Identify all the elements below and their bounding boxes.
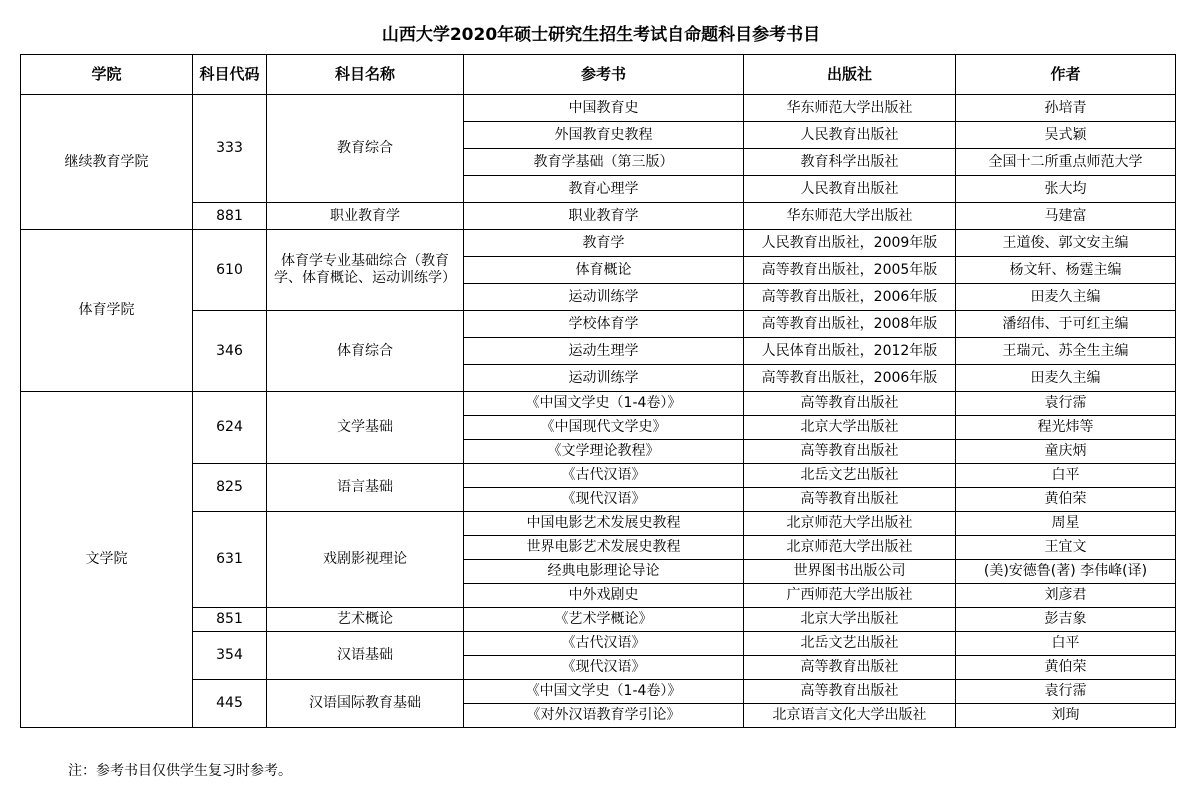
subject-code: 624 (193, 392, 267, 464)
table-row (21, 464, 1176, 488)
book-author: 袁行霈 (956, 680, 1176, 704)
book-title: 学校体育学 (464, 311, 744, 338)
table-body (21, 95, 1176, 728)
subject-name: 艺术概论 (267, 608, 464, 632)
header-code: 科目代码 (193, 55, 267, 95)
book-title: 《对外汉语教育学引论》 (464, 704, 744, 728)
book-publisher: 北京师范大学出版社 (744, 512, 956, 536)
book-publisher: 北岳文艺出版社 (744, 632, 956, 656)
book-author: 白平 (956, 632, 1176, 656)
table-row (21, 203, 1176, 230)
subject-name: 文学基础 (267, 392, 464, 464)
book-author: 黄伯荣 (956, 488, 1176, 512)
subject-code: 354 (193, 632, 267, 680)
book-author: 潘绍伟、于可红主编 (956, 311, 1176, 338)
book-publisher: 人民教育出版社，2009年版 (744, 230, 956, 257)
book-publisher: 教育科学出版社 (744, 149, 956, 176)
book-author: 田麦久主编 (956, 365, 1176, 392)
header-subject: 科目名称 (267, 55, 464, 95)
book-publisher: 北京大学出版社 (744, 608, 956, 632)
book-title: 运动训练学 (464, 284, 744, 311)
subject-name: 教育综合 (267, 95, 464, 203)
book-author: 刘珣 (956, 704, 1176, 728)
book-title: 职业教育学 (464, 203, 744, 230)
book-author: 袁行霈 (956, 392, 1176, 416)
table-row (21, 512, 1176, 536)
book-publisher: 世界图书出版公司 (744, 560, 956, 584)
subject-code: 881 (193, 203, 267, 230)
book-author: (美)安德鲁(著) 李伟峰(译) (956, 560, 1176, 584)
page-title: 山西大学2020年硕士研究生招生考试自命题科目参考书目 (381, 25, 821, 45)
book-publisher: 北京大学出版社 (744, 416, 956, 440)
book-author: 彭吉象 (956, 608, 1176, 632)
subject-name: 体育学专业基础综合（教育学、体育概论、运动训练学） (267, 230, 464, 311)
book-title: 世界电影艺术发展史教程 (464, 536, 744, 560)
book-publisher: 人民教育出版社 (744, 122, 956, 149)
book-title: 《文学理论教程》 (464, 440, 744, 464)
book-title: 体育概论 (464, 257, 744, 284)
book-publisher: 北京语言文化大学出版社 (744, 704, 956, 728)
table-row (21, 95, 1176, 122)
book-title: 《中国文学史（1-4卷）》 (464, 392, 744, 416)
subject-name: 职业教育学 (267, 203, 464, 230)
book-title: 《现代汉语》 (464, 488, 744, 512)
book-author: 王道俊、郭文安主编 (956, 230, 1176, 257)
book-publisher: 高等教育出版社，2006年版 (744, 284, 956, 311)
header-college: 学院 (21, 55, 193, 95)
table-row (21, 680, 1176, 704)
book-title: 《中国现代文学史》 (464, 416, 744, 440)
subject-code: 445 (193, 680, 267, 728)
book-title: 教育学基础（第三版） (464, 149, 744, 176)
book-author: 全国十二所重点师范大学 (956, 149, 1176, 176)
book-publisher: 高等教育出版社，2006年版 (744, 365, 956, 392)
subject-code: 333 (193, 95, 267, 203)
book-title: 中国教育史 (464, 95, 744, 122)
book-author: 黄伯荣 (956, 656, 1176, 680)
book-title: 《现代汉语》 (464, 656, 744, 680)
subject-name: 汉语基础 (267, 632, 464, 680)
book-title: 教育心理学 (464, 176, 744, 203)
book-author: 杨文轩、杨霆主编 (956, 257, 1176, 284)
book-author: 吴式颖 (956, 122, 1176, 149)
table-header-row (21, 55, 1176, 95)
book-publisher: 高等教育出版社，2005年版 (744, 257, 956, 284)
table-row (21, 311, 1176, 338)
book-publisher: 北岳文艺出版社 (744, 464, 956, 488)
book-publisher: 高等教育出版社 (744, 392, 956, 416)
footnote: 注：参考书目仅供学生复习时参考。 (68, 763, 292, 779)
book-title: 中外戏剧史 (464, 584, 744, 608)
book-title: 运动训练学 (464, 365, 744, 392)
book-title: 教育学 (464, 230, 744, 257)
book-publisher: 北京师范大学出版社 (744, 536, 956, 560)
book-author: 田麦久主编 (956, 284, 1176, 311)
book-publisher: 人民体育出版社，2012年版 (744, 338, 956, 365)
book-title: 运动生理学 (464, 338, 744, 365)
book-title: 中国电影艺术发展史教程 (464, 512, 744, 536)
book-publisher: 人民教育出版社 (744, 176, 956, 203)
book-publisher: 高等教育出版社 (744, 488, 956, 512)
book-author: 白平 (956, 464, 1176, 488)
book-publisher: 华东师范大学出版社 (744, 95, 956, 122)
book-publisher: 广西师范大学出版社 (744, 584, 956, 608)
book-author: 王瑞元、苏全生主编 (956, 338, 1176, 365)
table-row (21, 608, 1176, 632)
book-title: 《艺术学概论》 (464, 608, 744, 632)
subject-code: 610 (193, 230, 267, 311)
book-publisher: 高等教育出版社 (744, 440, 956, 464)
subject-code: 346 (193, 311, 267, 392)
book-author: 童庆炳 (956, 440, 1176, 464)
book-publisher: 华东师范大学出版社 (744, 203, 956, 230)
book-author: 张大均 (956, 176, 1176, 203)
table-row (21, 392, 1176, 416)
book-publisher: 高等教育出版社，2008年版 (744, 311, 956, 338)
subject-name: 戏剧影视理论 (267, 512, 464, 608)
college-name: 继续教育学院 (21, 95, 193, 230)
college-name: 文学院 (21, 392, 193, 728)
book-title: 经典电影理论导论 (464, 560, 744, 584)
header-author: 作者 (956, 55, 1176, 95)
subject-code: 851 (193, 608, 267, 632)
college-name: 体育学院 (21, 230, 193, 392)
book-title: 《古代汉语》 (464, 632, 744, 656)
book-author: 孙培青 (956, 95, 1176, 122)
book-author: 马建富 (956, 203, 1176, 230)
subject-code: 825 (193, 464, 267, 512)
table-row (21, 230, 1176, 257)
subject-name: 体育综合 (267, 311, 464, 392)
reference-book-table (20, 54, 1176, 728)
book-title: 外国教育史教程 (464, 122, 744, 149)
table-row (21, 632, 1176, 656)
book-author: 周星 (956, 512, 1176, 536)
book-author: 刘彦君 (956, 584, 1176, 608)
book-title: 《古代汉语》 (464, 464, 744, 488)
subject-name: 汉语国际教育基础 (267, 680, 464, 728)
book-title: 《中国文学史（1-4卷）》 (464, 680, 744, 704)
subject-code: 631 (193, 512, 267, 608)
book-author: 王宜文 (956, 536, 1176, 560)
book-publisher: 高等教育出版社 (744, 680, 956, 704)
subject-name: 语言基础 (267, 464, 464, 512)
book-publisher: 高等教育出版社 (744, 656, 956, 680)
header-publisher: 出版社 (744, 55, 956, 95)
header-book: 参考书 (464, 55, 744, 95)
book-author: 程光炜等 (956, 416, 1176, 440)
